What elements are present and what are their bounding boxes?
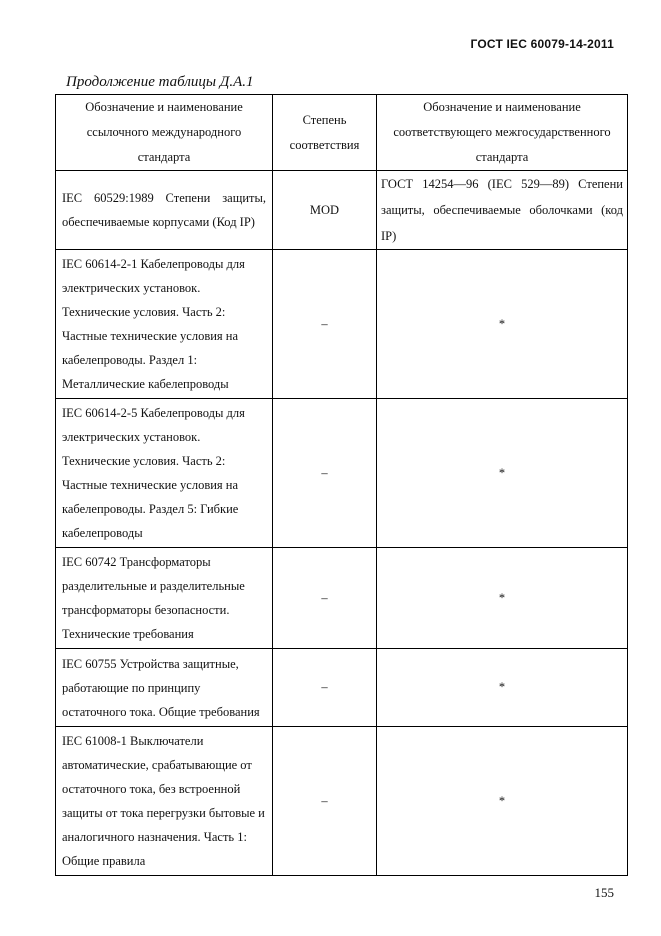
degree-cell: – [273,399,377,548]
corresponding-cell: ГОСТ 14254—96 (IEC 529—89) Степени защиты, обеспечиваемые оболочками (код IP) [377,171,628,250]
degree-cell: – [273,727,377,876]
reference-cell: IEC 60755 Устройства защитные, работающие по принципу остаточного тока. Общие требования [56,649,273,727]
degree-cell: – [273,548,377,649]
corresponding-cell: * [377,649,628,727]
table-row [56,250,628,399]
table-row [56,548,628,649]
degree-cell: – [273,250,377,399]
column-header-degree: Степень соответствия [273,95,377,171]
reference-cell: IEC 60614-2-1 Кабелепроводы для электрических установок. Технические условия. Часть 2: Частные технические условия на кабелепроводы. Раздел 1: Металлические кабелепроводы [56,250,273,399]
table-row [56,649,628,727]
column-header-corresponding: Обозначение и наименование соответствующего межгосударственного стандарта [377,95,628,171]
table-caption: Продолжение таблицы Д.А.1 [66,74,254,90]
reference-cell: IEC 60742 Трансформаторы разделительные и разделительные трансформаторы безопасности. Технические требования [56,548,273,649]
table-row [56,399,628,548]
page-number: 155 [594,885,614,900]
column-header-reference: Обозначение и наименование ссылочного международного стандарта [56,95,273,171]
correspondence-table [55,94,628,876]
document-header: ГОСТ IEC 60079-14-2011 [470,37,614,51]
table-header-row [56,95,628,171]
degree-cell: MOD [273,171,377,250]
degree-cell: – [273,649,377,727]
corresponding-cell: * [377,548,628,649]
reference-cell: IEC 61008-1 Выключатели автоматические, срабатывающие от остаточного тока, без встроенной защиты от тока перегрузки бытовые и аналогичного назначения. Часть 1: Общие правила [56,727,273,876]
table-row [56,171,628,250]
corresponding-cell: * [377,399,628,548]
corresponding-cell: * [377,727,628,876]
corresponding-cell: * [377,250,628,399]
reference-cell: IEC 60529:1989 Степени защиты, обеспечиваемые корпусами (Код IP) [56,171,273,250]
reference-cell: IEC 60614-2-5 Кабелепроводы для электрических установок. Технические условия. Часть 2: Частные технические условия на кабелепроводы. Раздел 5: Гибкие кабелепроводы [56,399,273,548]
table-row [56,727,628,876]
